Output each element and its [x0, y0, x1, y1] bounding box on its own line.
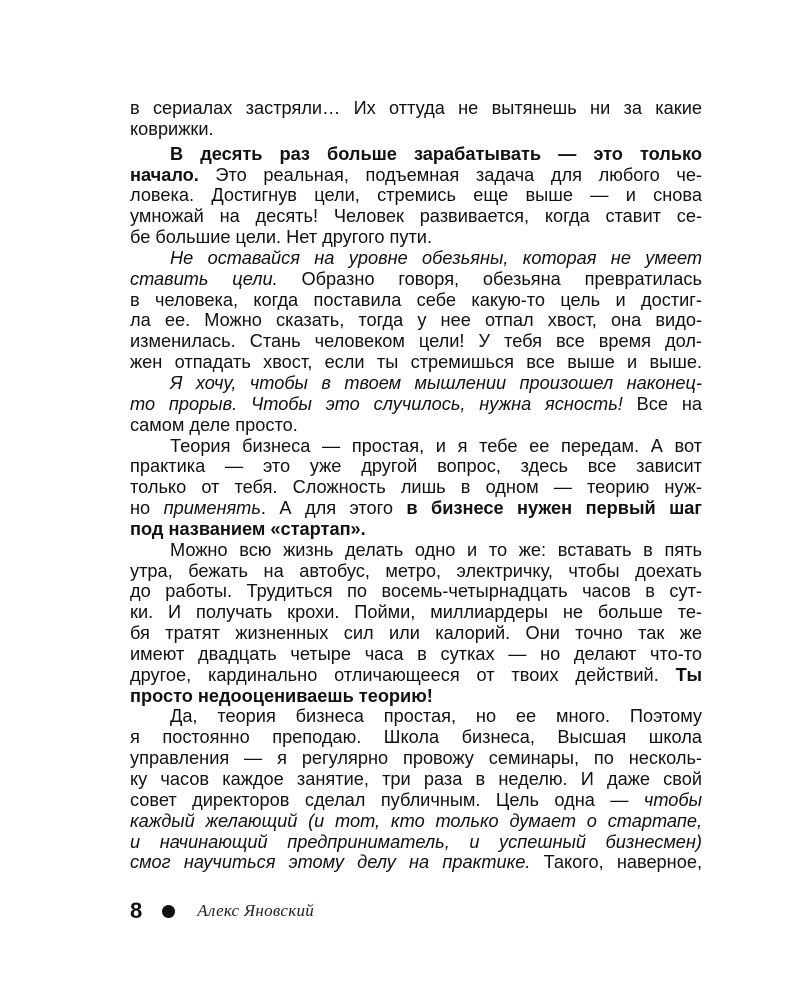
text-run: Такого, наверное, [530, 852, 702, 873]
text-run: Да, теория бизнеса простая, но ее много. Поэтому [170, 706, 702, 727]
bold-run: просто недооцениваешь теорию! [130, 685, 433, 706]
text-line [130, 119, 702, 140]
text-run: умножай на десять! Человек развивается, когда ставит се- [130, 206, 702, 227]
text-line [130, 185, 702, 206]
italic-run: Не оставайся на уровне обезьяны, которая не умеет [170, 247, 702, 268]
text-line [130, 248, 702, 269]
bold-run: Ты [675, 664, 702, 685]
text-line [130, 373, 702, 394]
text-line [130, 748, 702, 769]
text-line [130, 165, 702, 186]
text-line [130, 665, 702, 686]
text-line [130, 811, 702, 832]
page-footer [130, 894, 314, 928]
text-line [130, 727, 702, 748]
text-line [130, 206, 702, 227]
text-line [130, 561, 702, 582]
bullet-dot-icon [162, 905, 175, 918]
text-line [130, 498, 702, 519]
text-run: управления — я регулярно провожу семинары, по несколь- [130, 748, 702, 769]
bold-run: В десять раз больше зарабатывать — это только [170, 143, 702, 164]
text-line [130, 832, 702, 853]
text-run: ловека. Достигнув цели, стремись еще выше — и снова [130, 185, 702, 206]
italic-run: чтобы [643, 789, 702, 810]
text-line [130, 477, 702, 498]
text-run: жен отпадать хвост, если ты стремишься все выше и выше. [130, 352, 702, 373]
italic-run: каждый желающий (и тот, кто только думает о стартапе, [130, 810, 702, 831]
text-line [130, 98, 702, 119]
text-line [130, 519, 702, 540]
text-run: до работы. Трудиться по восемь-четырнадцать часов в сут- [130, 581, 702, 602]
text-line [130, 769, 702, 790]
italic-run: и начинающий предприниматель, и успешный бизнесмен) [130, 831, 702, 852]
text-run: Это реальная, подъемная задача для любого че- [198, 164, 702, 185]
bold-run: в бизнесе нужен первый шаг [406, 498, 702, 519]
text-run: коврижки. [130, 118, 214, 139]
text-line [130, 852, 702, 873]
text-line [130, 352, 702, 373]
text-run: но [130, 498, 164, 519]
text-line [130, 623, 702, 644]
text-run: практика — это уже другой вопрос, здесь все зависит [130, 456, 702, 477]
text-run: самом деле просто. [130, 414, 298, 435]
text-run: утра, бежать на автобус, метро, электричку, чтобы доехать [130, 560, 702, 581]
text-line [130, 436, 702, 457]
text-line [130, 331, 702, 352]
text-run: ла ее. Можно сказать, тогда у нее отпал хвост, она видо- [130, 310, 702, 331]
text-run: совет директоров сделал публичным. Цель одна — [130, 789, 644, 810]
text-line [130, 644, 702, 665]
text-line [130, 456, 702, 477]
text-line [130, 227, 702, 248]
text-line [130, 602, 702, 623]
body-text [130, 98, 702, 873]
italic-run: то прорыв. Чтобы это случилось, нужна ясность! [130, 393, 623, 414]
text-line [130, 269, 702, 290]
italic-run: Я хочу, чтобы в твоем мышлении произошел наконец- [170, 372, 702, 393]
text-run: ки. И получать крохи. Пойми, миллиардеры не больше те- [130, 602, 702, 623]
text-run: бе большие цели. Нет другого пути. [130, 227, 433, 248]
text-run: Теория бизнеса — простая, и я тебе ее передам. А вот [170, 435, 702, 456]
page-number: 8 [130, 898, 143, 923]
text-run: Можно всю жизнь делать одно и то же: вставать в пять [170, 539, 702, 560]
text-run: Образно говоря, обезьяна превратилась [277, 268, 702, 289]
text-line [130, 540, 702, 561]
text-line [130, 144, 702, 165]
text-line [130, 706, 702, 727]
text-line [130, 394, 702, 415]
text-run: Все на [622, 393, 702, 414]
text-run: в сериалах застряли… Их оттуда не вытянешь ни за какие [130, 98, 702, 118]
text-run: я постоянно преподаю. Школа бизнеса, Высшая школа [130, 727, 702, 748]
text-line [130, 686, 702, 707]
bold-run: под названием «стартап». [130, 518, 366, 539]
text-run: бя тратят жизненных сил или калорий. Они точно так же [130, 623, 702, 644]
bold-run: начало. [130, 164, 199, 185]
text-run: ку часов каждое занятие, три раза в неделю. И даже свой [130, 769, 702, 789]
italic-run: ставить цели. [130, 268, 278, 289]
text-line [130, 290, 702, 311]
text-line [130, 790, 702, 811]
text-line [130, 415, 702, 436]
text-run: изменилась. Стань человеком цели! У тебя все время дол- [130, 331, 702, 352]
italic-run: применять [163, 498, 261, 519]
text-line [130, 581, 702, 602]
text-run: другое, кардинально отличающееся от твоих действий. [130, 664, 676, 685]
text-run: только от тебя. Сложность лишь в одном — теорию нуж- [130, 477, 702, 498]
running-author: Алекс Яновский [197, 901, 315, 920]
text-run: . А для этого [260, 498, 407, 519]
text-line [130, 310, 702, 331]
text-run: в человека, когда поставила себе какую-то цель и достиг- [130, 289, 702, 310]
italic-run: смог научиться этому делу на практике. [130, 852, 531, 873]
text-run: имеют двадцать четыре часа в сутках — но делают что-то [130, 643, 702, 664]
